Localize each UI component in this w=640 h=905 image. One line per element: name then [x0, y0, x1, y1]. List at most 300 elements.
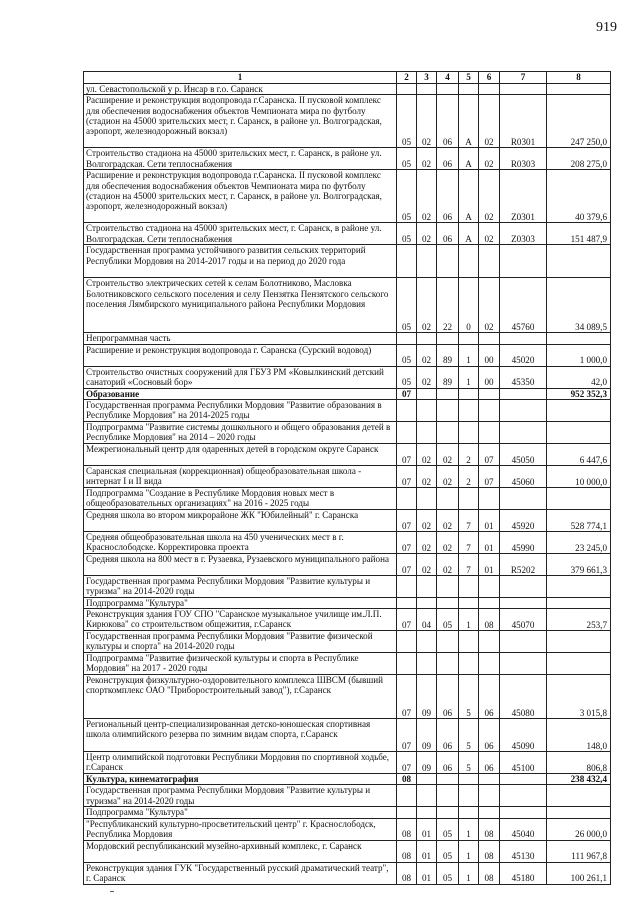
item-name-cell: Культура, кинематография: [84, 774, 397, 785]
amount-cell: 148,0: [547, 719, 611, 752]
table-row: [84, 366, 611, 388]
item-name-cell: Реконструкция физкультурно-оздоровительного комплекса ШВСМ (бывший спорткомплекс ОАО "Приборостроительный завод"), г.Саранск: [84, 675, 397, 719]
direction-code-cell: 02: [479, 170, 500, 223]
item-name-cell: Государственная программа Республики Мордовия "Развитие физической культуры и спорта" на 2014-2020 годы: [84, 631, 397, 653]
program-code-cell: 06: [437, 719, 459, 752]
section-code-cell: 07: [397, 553, 417, 575]
subprogram-code-cell: А: [459, 95, 479, 148]
program-code-cell: 89: [437, 366, 459, 388]
direction-code-cell: [479, 653, 500, 675]
direction-code-cell: [479, 399, 500, 421]
section-code-cell: [397, 785, 417, 807]
table-row: [84, 818, 611, 840]
expense-code-cell: [500, 399, 547, 421]
amount-cell: [547, 333, 611, 344]
direction-code-cell: 02: [479, 223, 500, 245]
amount-cell: [547, 807, 611, 818]
section-code-cell: [397, 333, 417, 344]
subsection-code-cell: 02: [417, 531, 437, 553]
item-name-cell: Государственная программа устойчивого развития сельских территорий Республики Мордовия на 2014-2017 годы и на период до 2020 года: [84, 245, 397, 278]
table-row: [84, 653, 611, 675]
section-code-cell: 07: [397, 388, 417, 399]
section-code-cell: 05: [397, 344, 417, 366]
table-row: [84, 675, 611, 719]
section-code-cell: [397, 597, 417, 608]
expense-code-cell: R5202: [500, 553, 547, 575]
amount-cell: [547, 84, 611, 95]
expense-code-cell: 45990: [500, 531, 547, 553]
subprogram-code-cell: 5: [459, 752, 479, 774]
subsection-code-cell: 04: [417, 609, 437, 631]
item-name-cell: Образование: [84, 388, 397, 399]
direction-code-cell: [479, 84, 500, 95]
expense-code-cell: [500, 245, 547, 278]
item-name-cell: Центр олимпийской подготовки Республики Мордовия по спортивной ходьбе, г.Саранск: [84, 752, 397, 774]
table-row: [84, 223, 611, 245]
item-name-cell: Подпрограмма "Культура": [84, 807, 397, 818]
subsection-code-cell: 02: [417, 553, 437, 575]
subsection-code-cell: 09: [417, 675, 437, 719]
item-name-cell: Подпрограмма "Развитие системы дошкольного и общего образования детей в Республике Мордовия" на 2014 – 2020 годы: [84, 421, 397, 443]
subsection-code-cell: 02: [417, 509, 437, 531]
subprogram-code-cell: 5: [459, 675, 479, 719]
item-name-cell: Строительство электрических сетей к селам Болотниково, Масловка Болотниковского сельского поселения и селу Пензятка Пензятского сельского поселения Лямбирского муниципального района Республики Мордовия: [84, 278, 397, 333]
section-code-cell: 08: [397, 840, 417, 862]
section-code-cell: [397, 245, 417, 278]
section-code-cell: [397, 399, 417, 421]
subprogram-code-cell: [459, 84, 479, 95]
expense-code-cell: [500, 785, 547, 807]
item-name-cell: Строительство стадиона на 45000 зрительских мест, г. Саранск, в районе ул. Волгоградская. Сети теплоснабжения: [84, 223, 397, 245]
item-name-cell: Строительство стадиона на 45000 зрительских мест, г. Саранск, в районе ул. Волгоградская. Сети теплоснабжения: [84, 148, 397, 170]
section-code-cell: [397, 421, 417, 443]
subprogram-code-cell: 5: [459, 719, 479, 752]
direction-code-cell: 01: [479, 553, 500, 575]
program-code-cell: [437, 487, 459, 509]
expense-code-cell: 45180: [500, 862, 547, 884]
subsection-code-cell: [417, 653, 437, 675]
direction-code-cell: 01: [479, 509, 500, 531]
direction-code-cell: 02: [479, 278, 500, 333]
expense-code-cell: 45100: [500, 752, 547, 774]
program-code-cell: [437, 807, 459, 818]
table-row: [84, 443, 611, 465]
amount-cell: [547, 421, 611, 443]
expense-code-cell: Z0301: [500, 170, 547, 223]
subsection-code-cell: [417, 774, 437, 785]
table-row: [84, 487, 611, 509]
item-name-cell: Строительство очистных сооружений для ГБУЗ РМ «Ковылкинский детский санаторий «Сосновый бор»: [84, 366, 397, 388]
program-code-cell: [437, 245, 459, 278]
amount-cell: 34 089,5: [547, 278, 611, 333]
subsection-code-cell: [417, 785, 437, 807]
expense-code-cell: 45020: [500, 344, 547, 366]
program-code-cell: [437, 785, 459, 807]
item-name-cell: Реконструкция здания ГОУ СПО "Саранское музыкальное училище им.Л.П. Кирюкова" со строительством общежития, г.Саранск: [84, 609, 397, 631]
subprogram-code-cell: 1: [459, 862, 479, 884]
table-row: [84, 719, 611, 752]
subsection-code-cell: [417, 807, 437, 818]
program-code-cell: 06: [437, 170, 459, 223]
section-code-cell: 08: [397, 774, 417, 785]
amount-cell: [547, 245, 611, 278]
program-code-cell: [437, 421, 459, 443]
table-row: [84, 597, 611, 608]
subsection-code-cell: 02: [417, 170, 437, 223]
table-row: [84, 807, 611, 818]
header-cell: 2: [397, 72, 417, 84]
program-code-cell: [437, 575, 459, 597]
amount-cell: 806,8: [547, 752, 611, 774]
amount-cell: 528 774,1: [547, 509, 611, 531]
section-code-cell: 07: [397, 465, 417, 487]
expense-code-cell: [500, 774, 547, 785]
item-name-cell: Расширение и реконструкция водопровода г.Саранска. II пусковой комплекс для обеспечения водоснабжения объектов Чемпионата мира по футболу (стадион на 45000 зрительских мест, г. Саранск, в районе ул. Волгоградская, аэропорт, железнодорожный вокзал): [84, 170, 397, 223]
direction-code-cell: 07: [479, 443, 500, 465]
program-code-cell: 02: [437, 509, 459, 531]
expense-code-cell: Z0303: [500, 223, 547, 245]
amount-cell: 1 000,0: [547, 344, 611, 366]
subprogram-code-cell: 1: [459, 344, 479, 366]
table-row: [84, 465, 611, 487]
subprogram-code-cell: А: [459, 148, 479, 170]
expense-code-cell: 45070: [500, 609, 547, 631]
header-cell: 6: [479, 72, 500, 84]
subprogram-code-cell: [459, 653, 479, 675]
expense-code-cell: [500, 487, 547, 509]
amount-cell: 6 447,6: [547, 443, 611, 465]
subprogram-code-cell: 1: [459, 818, 479, 840]
item-name-cell: Государственная программа Республики Мордовия "Развитие образования в Республике Мордовия" на 2014-2025 годы: [84, 399, 397, 421]
subsection-code-cell: 01: [417, 862, 437, 884]
subprogram-code-cell: [459, 631, 479, 653]
budget-table: [83, 71, 611, 885]
subprogram-code-cell: А: [459, 170, 479, 223]
section-code-cell: 05: [397, 223, 417, 245]
subprogram-code-cell: 2: [459, 465, 479, 487]
program-code-cell: 89: [437, 344, 459, 366]
subsection-code-cell: 01: [417, 818, 437, 840]
expense-code-cell: 45060: [500, 465, 547, 487]
subsection-code-cell: [417, 333, 437, 344]
direction-code-cell: 07: [479, 465, 500, 487]
subsection-code-cell: [417, 421, 437, 443]
table-row: [84, 388, 611, 399]
program-code-cell: 02: [437, 553, 459, 575]
amount-cell: 10 000,0: [547, 465, 611, 487]
subprogram-code-cell: [459, 774, 479, 785]
expense-code-cell: R0303: [500, 148, 547, 170]
program-code-cell: 05: [437, 609, 459, 631]
subsection-code-cell: 01: [417, 840, 437, 862]
table-row: [84, 333, 611, 344]
table-body: [84, 84, 611, 885]
item-name-cell: Расширение и реконструкция водопровода г.Саранска. II пусковой комплекс для обеспечения водоснабжения объектов Чемпионата мира по футболу (стадион на 45000 зрительских мест, г. Саранск, в районе ул. Волгоградская, аэропорт, железнодорожный вокзал): [84, 95, 397, 148]
section-code-cell: 05: [397, 366, 417, 388]
scan-mark: [110, 891, 114, 892]
amount-cell: 111 967,8: [547, 840, 611, 862]
program-code-cell: 05: [437, 862, 459, 884]
amount-cell: 253,7: [547, 609, 611, 631]
item-name-cell: "Республиканский культурно-просветительский центр" г. Краснослободск, Республика Мордовия: [84, 818, 397, 840]
table-row: [84, 245, 611, 278]
amount-cell: 100 261,1: [547, 862, 611, 884]
amount-cell: 23 245,0: [547, 531, 611, 553]
subprogram-code-cell: [459, 785, 479, 807]
direction-code-cell: [479, 631, 500, 653]
subprogram-code-cell: [459, 575, 479, 597]
expense-code-cell: 45130: [500, 840, 547, 862]
amount-cell: [547, 631, 611, 653]
direction-code-cell: [479, 388, 500, 399]
subsection-code-cell: 02: [417, 344, 437, 366]
subsection-code-cell: [417, 597, 437, 608]
amount-cell: 26 000,0: [547, 818, 611, 840]
subsection-code-cell: 02: [417, 443, 437, 465]
table-header-row: [84, 72, 611, 84]
table-row: [84, 609, 611, 631]
amount-cell: [547, 487, 611, 509]
table-row: [84, 84, 611, 95]
subprogram-code-cell: 0: [459, 278, 479, 333]
table-row: [84, 95, 611, 148]
expense-code-cell: [500, 575, 547, 597]
table-row: [84, 553, 611, 575]
amount-cell: 208 275,0: [547, 148, 611, 170]
section-code-cell: [397, 575, 417, 597]
direction-code-cell: 06: [479, 719, 500, 752]
direction-code-cell: [479, 807, 500, 818]
item-name-cell: Государственная программа Республики Мордовия "Развитие культуры и туризма" на 2014-2020 годы: [84, 785, 397, 807]
subprogram-code-cell: 1: [459, 840, 479, 862]
direction-code-cell: 08: [479, 818, 500, 840]
header-cell: 3: [417, 72, 437, 84]
subsection-code-cell: 02: [417, 278, 437, 333]
expense-code-cell: 45350: [500, 366, 547, 388]
direction-code-cell: 02: [479, 148, 500, 170]
section-code-cell: 07: [397, 609, 417, 631]
subsection-code-cell: 09: [417, 752, 437, 774]
expense-code-cell: [500, 84, 547, 95]
direction-code-cell: 00: [479, 344, 500, 366]
subprogram-code-cell: [459, 399, 479, 421]
expense-code-cell: [500, 421, 547, 443]
expense-code-cell: 45090: [500, 719, 547, 752]
subsection-code-cell: 02: [417, 223, 437, 245]
item-name-cell: Саранская специальная (коррекционная) общеобразовательная школа - интернат I и II вида: [84, 465, 397, 487]
expense-code-cell: [500, 388, 547, 399]
program-code-cell: 05: [437, 818, 459, 840]
table-row: [84, 785, 611, 807]
item-name-cell: Средняя общеобразовательная школа на 450 ученических мест в г. Краснослободске. Корректировка проекта: [84, 531, 397, 553]
subsection-code-cell: 02: [417, 366, 437, 388]
amount-cell: 379 661,3: [547, 553, 611, 575]
amount-cell: [547, 399, 611, 421]
section-code-cell: [397, 631, 417, 653]
expense-code-cell: [500, 631, 547, 653]
subprogram-code-cell: 2: [459, 443, 479, 465]
amount-cell: 40 379,6: [547, 170, 611, 223]
direction-code-cell: [479, 597, 500, 608]
section-code-cell: 05: [397, 170, 417, 223]
table-row: [84, 752, 611, 774]
item-name-cell: Расширение и реконструкция водопровода г. Саранска (Сурский водовод): [84, 344, 397, 366]
item-name-cell: Межрегиональный центр для одаренных детей в городском округе Саранск: [84, 443, 397, 465]
section-code-cell: 07: [397, 509, 417, 531]
program-code-cell: [437, 597, 459, 608]
direction-code-cell: 02: [479, 95, 500, 148]
expense-code-cell: 45050: [500, 443, 547, 465]
header-cell: 7: [500, 72, 547, 84]
subprogram-code-cell: [459, 421, 479, 443]
item-name-cell: Мордовский республиканский музейно-архивный комплекс, г. Саранск: [84, 840, 397, 862]
direction-code-cell: 08: [479, 609, 500, 631]
direction-code-cell: [479, 575, 500, 597]
item-name-cell: Средняя школа на 800 мест в г. Рузаевка, Рузаевского муниципального района: [84, 553, 397, 575]
table-row: [84, 862, 611, 884]
direction-code-cell: 08: [479, 862, 500, 884]
table-row: [84, 575, 611, 597]
program-code-cell: [437, 653, 459, 675]
subprogram-code-cell: [459, 245, 479, 278]
subprogram-code-cell: 7: [459, 531, 479, 553]
subprogram-code-cell: [459, 597, 479, 608]
section-code-cell: 07: [397, 719, 417, 752]
section-code-cell: [397, 84, 417, 95]
subprogram-code-cell: 7: [459, 553, 479, 575]
subsection-code-cell: [417, 631, 437, 653]
program-code-cell: [437, 399, 459, 421]
section-code-cell: [397, 653, 417, 675]
item-name-cell: Государственная программа Республики Мордовия "Развитие культуры и туризма" на 2014-2020 годы: [84, 575, 397, 597]
section-code-cell: 08: [397, 862, 417, 884]
amount-cell: 952 352,3: [547, 388, 611, 399]
subsection-code-cell: [417, 388, 437, 399]
table-row: [84, 421, 611, 443]
subsection-code-cell: [417, 399, 437, 421]
subsection-code-cell: [417, 245, 437, 278]
item-name-cell: ул. Севастопольской у р. Инсар в г.о. Саранск: [84, 84, 397, 95]
item-name-cell: Непрограммная часть: [84, 333, 397, 344]
section-code-cell: 05: [397, 148, 417, 170]
program-code-cell: [437, 774, 459, 785]
subsection-code-cell: 02: [417, 148, 437, 170]
item-name-cell: Средняя школа во втором микрорайоне ЖК "Юбилейный" г. Саранска: [84, 509, 397, 531]
section-code-cell: 08: [397, 818, 417, 840]
expense-code-cell: R0301: [500, 95, 547, 148]
section-code-cell: 07: [397, 675, 417, 719]
header-cell: 5: [459, 72, 479, 84]
item-name-cell: Подпрограмма "Культура": [84, 597, 397, 608]
section-code-cell: [397, 487, 417, 509]
amount-cell: 151 487,9: [547, 223, 611, 245]
program-code-cell: 06: [437, 675, 459, 719]
subprogram-code-cell: А: [459, 223, 479, 245]
direction-code-cell: [479, 421, 500, 443]
table-row: [84, 278, 611, 333]
program-code-cell: 06: [437, 752, 459, 774]
table-row: [84, 840, 611, 862]
section-code-cell: 07: [397, 443, 417, 465]
direction-code-cell: [479, 487, 500, 509]
section-code-cell: 07: [397, 531, 417, 553]
table-row: [84, 531, 611, 553]
table-row: [84, 774, 611, 785]
subsection-code-cell: [417, 84, 437, 95]
expense-code-cell: 45920: [500, 509, 547, 531]
direction-code-cell: [479, 774, 500, 785]
program-code-cell: 06: [437, 148, 459, 170]
page-number: 919: [596, 20, 617, 35]
direction-code-cell: 06: [479, 752, 500, 774]
direction-code-cell: 08: [479, 840, 500, 862]
program-code-cell: [437, 333, 459, 344]
subprogram-code-cell: 1: [459, 366, 479, 388]
program-code-cell: 02: [437, 531, 459, 553]
header-cell: 4: [437, 72, 459, 84]
section-code-cell: 05: [397, 95, 417, 148]
expense-code-cell: 45040: [500, 818, 547, 840]
amount-cell: [547, 785, 611, 807]
program-code-cell: 06: [437, 95, 459, 148]
subprogram-code-cell: 7: [459, 509, 479, 531]
table-row: [84, 170, 611, 223]
table-row: [84, 631, 611, 653]
subprogram-code-cell: [459, 487, 479, 509]
item-name-cell: Реконструкция здания ГУК "Государственный русский драматический театр", г. Саранск: [84, 862, 397, 884]
amount-cell: 3 015,8: [547, 675, 611, 719]
program-code-cell: 06: [437, 223, 459, 245]
table-row: [84, 399, 611, 421]
direction-code-cell: [479, 245, 500, 278]
expense-code-cell: [500, 597, 547, 608]
header-cell: 1: [84, 72, 397, 84]
program-code-cell: 02: [437, 465, 459, 487]
amount-cell: 247 250,0: [547, 95, 611, 148]
expense-code-cell: 45080: [500, 675, 547, 719]
subprogram-code-cell: 1: [459, 609, 479, 631]
item-name-cell: Региональный центр-специализированная детско-юношеская спортивная школа олимпийского резерва по зимним видам спорта, г.Саранск: [84, 719, 397, 752]
subprogram-code-cell: [459, 807, 479, 818]
expense-code-cell: [500, 333, 547, 344]
subprogram-code-cell: [459, 333, 479, 344]
program-code-cell: [437, 388, 459, 399]
item-name-cell: Подпрограмма "Развитие физической культуры и спорта в Республике Мордовия" на 2017 - 2020 годы: [84, 653, 397, 675]
program-code-cell: 02: [437, 443, 459, 465]
expense-code-cell: [500, 653, 547, 675]
subsection-code-cell: 02: [417, 465, 437, 487]
header-cell: 8: [547, 72, 611, 84]
direction-code-cell: 01: [479, 531, 500, 553]
expense-code-cell: 45760: [500, 278, 547, 333]
program-code-cell: 05: [437, 840, 459, 862]
direction-code-cell: [479, 333, 500, 344]
expense-code-cell: [500, 807, 547, 818]
section-code-cell: 07: [397, 752, 417, 774]
amount-cell: [547, 597, 611, 608]
subsection-code-cell: 09: [417, 719, 437, 752]
subsection-code-cell: [417, 575, 437, 597]
subprogram-code-cell: [459, 388, 479, 399]
table-row: [84, 509, 611, 531]
program-code-cell: 22: [437, 278, 459, 333]
amount-cell: [547, 653, 611, 675]
table-row: [84, 148, 611, 170]
amount-cell: [547, 575, 611, 597]
subsection-code-cell: 02: [417, 95, 437, 148]
item-name-cell: Подпрограмма "Создание в Республике Мордовия новых мест в общеобразовательных организациях" на 2016 - 2025 годы: [84, 487, 397, 509]
program-code-cell: [437, 84, 459, 95]
